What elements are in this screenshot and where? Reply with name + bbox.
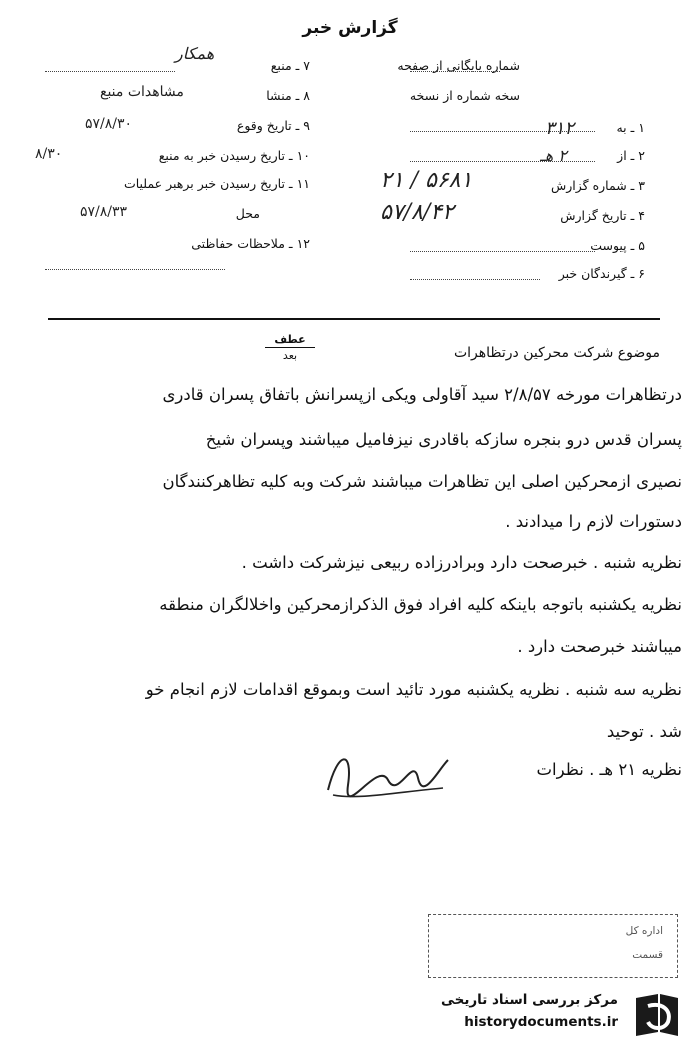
field-recipients: ۶ ـ گیرندگان خبر bbox=[558, 266, 645, 281]
body-line: نظریه ۲۱ هـ . نظرات bbox=[536, 760, 682, 779]
body-line: نظریه سه شنبه . نظریه یکشنبه مورد تائید است وبموقع اقدامات لازم انجام خو bbox=[145, 680, 682, 699]
body-line: دستورات لازم را میدادند . bbox=[505, 512, 682, 531]
stamp-line: اداره کل bbox=[625, 925, 663, 937]
field-security-notes: ۱۲ ـ ملاحظات حفاظتی bbox=[191, 236, 310, 251]
field-report-number: ۳ ـ شماره گزارش bbox=[550, 178, 645, 193]
document-title: گزارش خبر bbox=[302, 18, 398, 38]
field-operation-received-date: ۱۱ ـ تاریخ رسیدن خبر برهبر عملیات bbox=[123, 176, 310, 191]
field-from: ۲ ـ از bbox=[617, 148, 645, 163]
body-line: نظریه یکشنبه باتوجه باینکه کلیه افراد فوق الذکرازمحرکین واخلالگران منطقه bbox=[159, 595, 682, 614]
watermark-name: مرکز بررسی اسناد تاریخی bbox=[440, 992, 618, 1008]
watermark bbox=[418, 992, 688, 1038]
value-from: ۲ هـ bbox=[540, 146, 567, 165]
reference-box bbox=[265, 333, 315, 362]
dotted-line bbox=[410, 278, 540, 280]
value-report-date: ۵۷/۸/۴۲ bbox=[380, 200, 454, 225]
field-source: ۷ ـ منبع bbox=[270, 58, 310, 73]
field-copy-number: سخه شماره از نسخه bbox=[409, 88, 520, 103]
field-to: ۱ ـ به bbox=[616, 120, 645, 135]
body-line: نصیری ازمحرکین اصلی این تظاهرات میباشند شرکت وبه کلیه تظاهرکنندگان bbox=[162, 472, 682, 491]
subject-line: موضوع شرکت محرکین درتظاهرات bbox=[453, 345, 660, 361]
stamp-line: قسمت bbox=[632, 949, 663, 961]
reference-label: عطف bbox=[265, 333, 315, 348]
value-to: ۳۱۲ bbox=[545, 118, 575, 139]
value-place: ۵۷/۸/۳۳ bbox=[80, 204, 128, 220]
field-attachment: ۵ ـ پیوست bbox=[590, 238, 645, 253]
watermark-site: historydocuments.ir bbox=[464, 1014, 618, 1030]
separator-line bbox=[48, 318, 660, 320]
body-line: شد . توحید bbox=[606, 722, 682, 741]
dotted-line bbox=[410, 250, 595, 252]
field-report-date: ۴ ـ تاریخ گزارش bbox=[560, 208, 645, 223]
field-archive-number: شماره بایگانی از صفحه bbox=[397, 58, 520, 73]
field-place: محل bbox=[235, 206, 260, 221]
value-origin: مشاهدات منبع bbox=[100, 84, 184, 100]
signature-icon bbox=[318, 740, 458, 810]
archive-logo-icon bbox=[628, 992, 682, 1038]
value-report-number: ۵۶۸۱ / ۲۱ bbox=[380, 168, 473, 193]
dotted-line bbox=[45, 268, 225, 270]
body-line: درتظاهرات مورخه ۲/۸/۵۷ سید آقاولی ویکی ازپسرانش باتفاق پسران قادری bbox=[162, 385, 682, 404]
body-line: میباشند خبرصحت دارد . bbox=[517, 637, 682, 656]
dotted-line bbox=[45, 70, 175, 72]
value-source: همکار bbox=[175, 44, 215, 63]
dotted-line bbox=[410, 160, 595, 162]
body-line: پسران قدس درو بنجره سازکه باقادری نیزفامیل میباشند وپسران شیخ bbox=[205, 430, 682, 449]
value-source-received-date: ۸/۳۰ bbox=[35, 146, 63, 162]
next-label: بعد bbox=[282, 349, 298, 362]
stamp-box bbox=[428, 914, 678, 978]
value-event-date: ۵۷/۸/۳۰ bbox=[85, 116, 133, 132]
body-line: نظریه شنبه . خبرصحت دارد وبرادرزاده ربیعی نیزشرکت داشت . bbox=[241, 553, 682, 572]
dotted-line bbox=[410, 70, 500, 72]
field-source-received-date: ۱۰ ـ تاریخ رسیدن خبر به منبع bbox=[158, 148, 310, 163]
field-origin: ۸ ـ منشا bbox=[266, 88, 310, 103]
field-event-date: ۹ ـ تاریخ وقوع bbox=[236, 118, 310, 133]
